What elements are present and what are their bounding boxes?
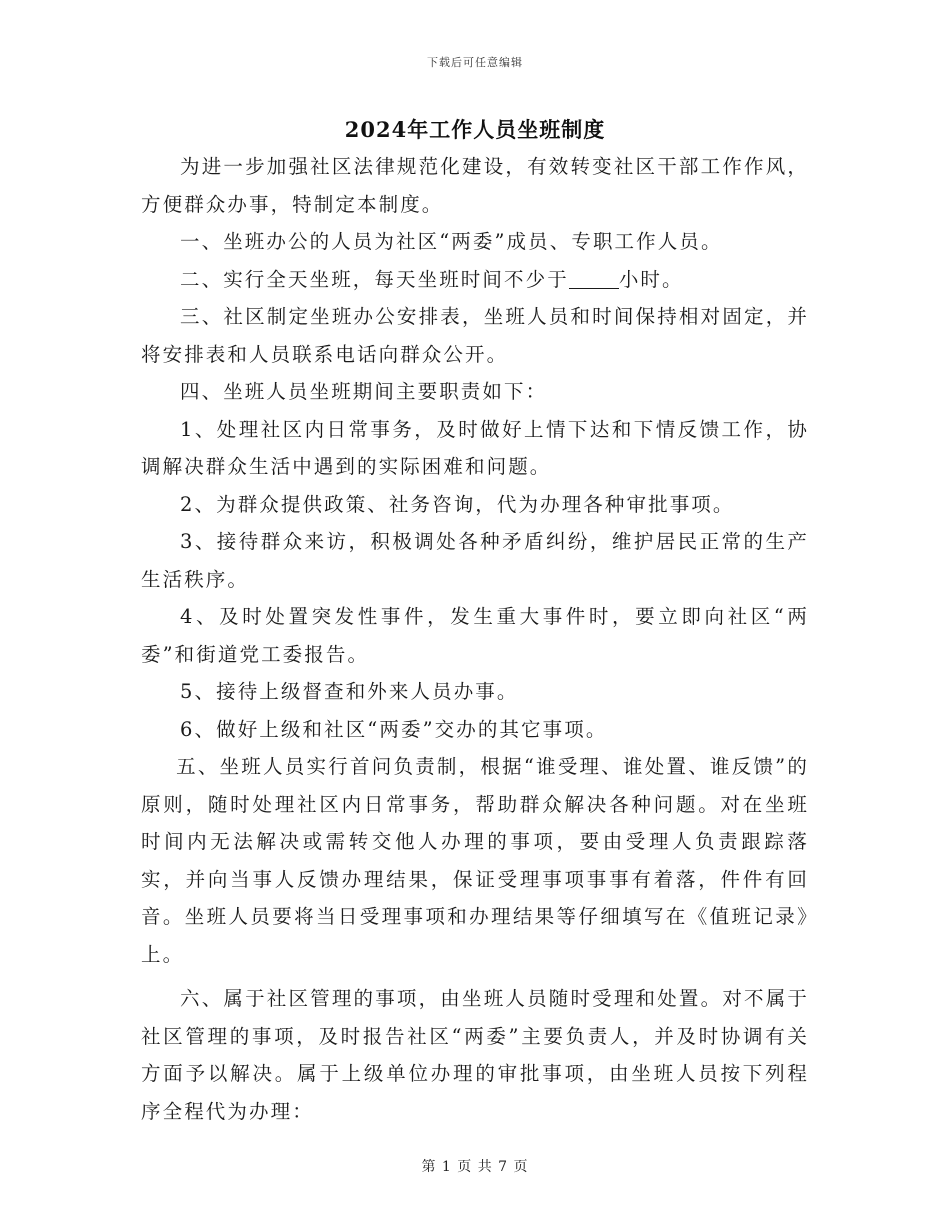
paragraph-duty-4: 4、及时处置突发性事件，发生重大事件时，要立即向社区“两委”和街道党工委报告。 <box>141 605 809 666</box>
paragraph-duty-3: 3、接待群众来访，积极调处各种矛盾纠纷，维护居民正常的生产生活秩序。 <box>141 530 809 591</box>
paragraph-item-2-text: 二、实行全天坐班，每天坐班时间不少于 <box>180 267 569 291</box>
paragraph-duty-2: 2、为群众提供政策、社务咨询，代为办理各种审批事项。 <box>180 492 735 516</box>
paragraph-item-2-suffix: 小时。 <box>618 267 684 291</box>
document-body <box>141 148 809 1130</box>
header-note: 下载后可任意编辑 <box>427 56 523 69</box>
paragraph-intro: 为进一步加强社区法律规范化建设，有效转变社区干部工作作风，方便群众办事，特制定本制度。 <box>141 155 809 216</box>
paragraph-duty-1: 1、处理社区内日常事务，及时做好上情下达和下情反馈工作，协调解决群众生活中遇到的实际困难和问题。 <box>141 417 809 478</box>
paragraph-item-1: 一、坐班办公的人员为社区“两委”成员、专职工作人员。 <box>180 230 723 253</box>
fill-in-blank <box>569 268 619 289</box>
page-number: 第 1 页 共 7 页 <box>421 1159 529 1175</box>
paragraph-duty-5: 5、接待上级督查和外来人员办事。 <box>180 680 519 703</box>
document-title: 2024年工作人员坐班制度 <box>344 117 606 142</box>
paragraph-item-4: 四、坐班人员坐班期间主要职责如下： <box>180 380 548 403</box>
paragraph-item-3: 三、社区制定坐班办公安排表，坐班人员和时间保持相对固定，并将安排表和人员联系电话向群众公开。 <box>141 305 809 366</box>
paragraph-item-6: 六、属于社区管理的事项，由坐班人员随时受理和处置。对不属于社区管理的事项，及时报告社区“两委”主要负责人，并及时协调有关方面予以解决。属于上级单位办理的审批事项，由坐班人员按下列程序全程代为办理： <box>141 987 809 1123</box>
paragraph-item-2 <box>141 261 809 299</box>
paragraph-item-5: 五、坐班人员实行首问负责制，根据“谁受理、谁处置、谁反馈”的原则，随时处理社区内日常事务，帮助群众解决各种问题。对在坐班时间内无法解决或需转交他人办理的事项，要由受理人负责跟踪落实，并向当事人反馈办理结果，保证受理事项事事有着落，件件有回音。坐班人员要将当日受理事项和办理结果等仔细填写在《值班记录》上。 <box>141 755 809 966</box>
paragraph-duty-6: 6、做好上级和社区“两委”交办的其它事项。 <box>180 717 608 741</box>
